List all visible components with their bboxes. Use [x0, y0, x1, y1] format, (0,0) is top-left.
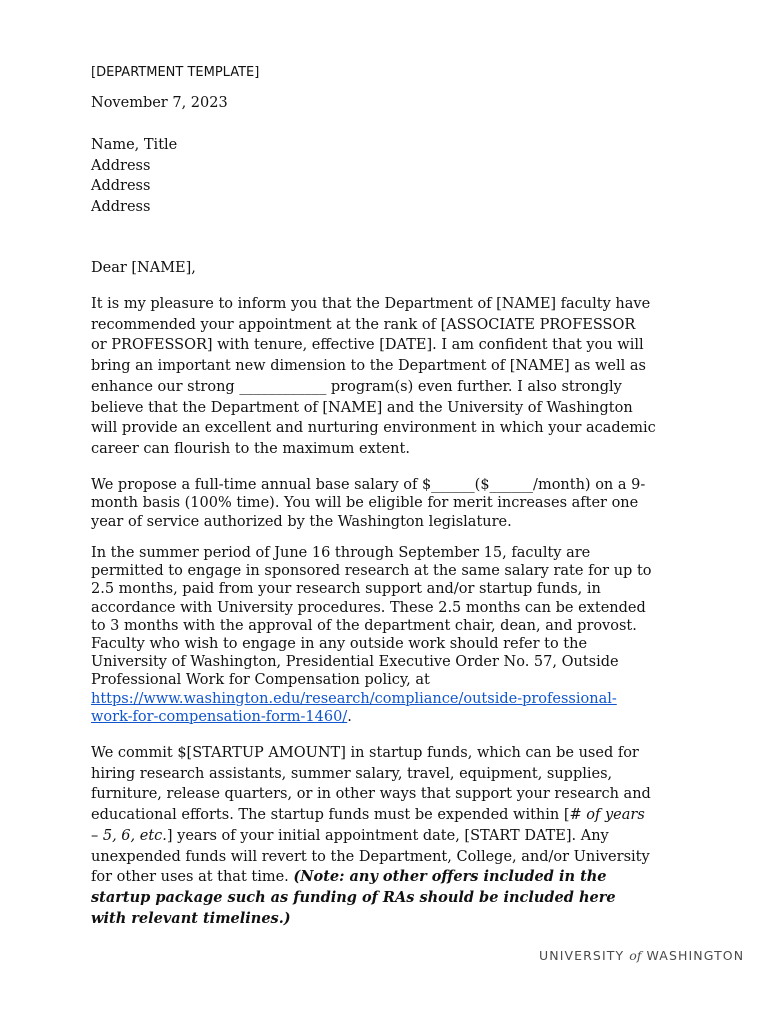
text-line: to 3 months with the approval of the department chair, dean, and provost.	[91, 617, 637, 634]
paragraph-appointment	[91, 294, 691, 460]
text-line: believe that the Department of [NAME] and the University of Washington	[91, 399, 633, 416]
text-fragment: for other uses at that time.	[91, 869, 294, 886]
text-line	[91, 826, 691, 847]
text-line: month basis (100% time). You will be eligible for merit increases after one	[91, 495, 639, 512]
text-line: 2.5 months, paid from your research support and/or startup funds, in	[91, 581, 601, 598]
text-line	[91, 867, 691, 888]
italic-years-examples: 5, 6, etc.	[102, 827, 167, 844]
note-text: startup package such as funding of RAs should be included here	[91, 888, 616, 906]
text-line: accordance with University procedures. These 2.5 months can be extended	[91, 599, 646, 616]
dash: –	[91, 827, 103, 844]
text-line: Professional Work for Compensation policy, at	[91, 672, 430, 689]
text-line: We propose a full-time annual base salary of $______($______/month) on a 9-	[91, 477, 646, 493]
note-text: (Note: any other offers included in the	[293, 868, 607, 886]
salutation: Dear [NAME],	[91, 260, 196, 276]
policy-link-line	[91, 690, 691, 708]
policy-link-line	[91, 708, 691, 726]
text-line: year of service authorized by the Washington legislature.	[91, 513, 512, 530]
recipient-name-title: Name, Title	[91, 137, 178, 153]
text-line: recommended your appointment at the rank of [ASSOCIATE PROFESSOR	[91, 316, 636, 333]
note-text: with relevant timelines.)	[91, 909, 291, 927]
letter-date: November 7, 2023	[91, 95, 228, 111]
italic-years-placeholder: # of years	[569, 807, 645, 824]
text-line: Faculty who wish to engage in any outside work should refer to the	[91, 636, 588, 653]
text-line: furniture, release quarters, or in other ways that support your research and	[91, 786, 651, 803]
logo-word-of: of	[629, 948, 642, 963]
text-line: enhance our strong ____________ program(s) even further. I also strongly	[91, 378, 622, 395]
policy-link[interactable]: https://www.washington.edu/research/compliance/outside-professional-	[91, 690, 617, 707]
text-line: It is my pleasure to inform you that the Department of [NAME] faculty have	[91, 296, 651, 312]
text-line: or PROFESSOR] with tenure, effective [DATE]. I am confident that you will	[91, 337, 644, 354]
address-line: Address	[91, 178, 151, 195]
text-line: bring an important new dimension to the Department of [NAME] as well as	[91, 358, 646, 375]
text-line: unexpended funds will revert to the Department, College, and/or University	[91, 848, 650, 865]
text-fragment: ] years of your initial appointment date, [START DATE]. Any	[166, 827, 609, 844]
text-line: University of Washington, Presidential Executive Order No. 57, Outside	[91, 654, 619, 671]
address-line: Address	[91, 199, 151, 216]
paragraph-startup-funds	[91, 743, 691, 929]
text-line	[91, 805, 691, 826]
text-line: will provide an excellent and nurturing environment in which your academic	[91, 420, 656, 437]
policy-link-continued[interactable]: work-for-compensation-form-1460/	[91, 708, 348, 725]
text-line: We commit $[STARTUP AMOUNT] in startup funds, which can be used for	[91, 745, 639, 761]
text-line: permitted to engage in sponsored research at the same salary rate for up to	[91, 563, 652, 580]
paragraph-salary	[91, 476, 691, 531]
text-line: hiring research assistants, summer salary, travel, equipment, supplies,	[91, 765, 613, 782]
address-block	[91, 135, 177, 218]
logo-word-washington: WASHINGTON	[646, 948, 745, 963]
link-period: .	[347, 708, 352, 725]
address-line: Address	[91, 157, 151, 174]
paragraph-summer-period	[91, 544, 691, 726]
text-line: career can flourish to the maximum extent.	[91, 440, 410, 457]
template-label: [DEPARTMENT TEMPLATE]	[91, 65, 260, 80]
logo-word-university: UNIVERSITY	[539, 948, 625, 963]
text-line: In the summer period of June 16 through September 15, faculty are	[91, 545, 591, 561]
text-fragment: educational efforts. The startup funds must be expended within [	[91, 807, 570, 824]
university-logo	[539, 948, 744, 963]
